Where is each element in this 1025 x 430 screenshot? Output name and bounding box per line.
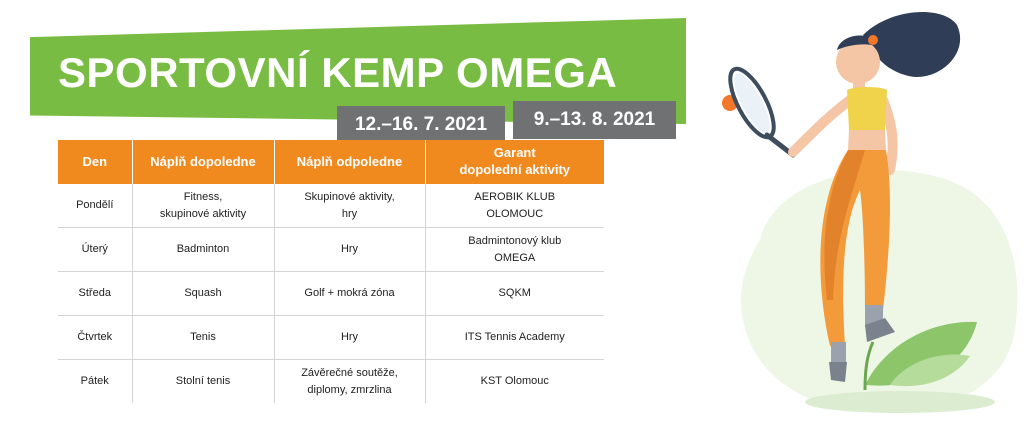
table-row bbox=[58, 272, 604, 316]
table-header-row bbox=[58, 140, 604, 184]
tennis-player-illustration bbox=[715, 0, 1025, 430]
schedule-table bbox=[58, 140, 604, 403]
table-row bbox=[58, 316, 604, 360]
date-badge-july: 12.–16. 7. 2021 bbox=[337, 106, 505, 144]
cell-afternoon: Skupinové aktivity, hry bbox=[274, 184, 425, 228]
cell-day: Pátek bbox=[58, 360, 132, 404]
page-title: SPORTOVNÍ KEMP OMEGA bbox=[58, 49, 618, 96]
cell-guarantor: Badmintonový klub OMEGA bbox=[425, 228, 604, 272]
cell-guarantor: SQKM bbox=[425, 272, 604, 316]
cell-guarantor: AEROBIK KLUB OLOMOUC bbox=[425, 184, 604, 228]
cell-morning: Badminton bbox=[132, 228, 274, 272]
cell-morning: Stolní tenis bbox=[132, 360, 274, 404]
cell-afternoon: Hry bbox=[274, 228, 425, 272]
cell-morning: Squash bbox=[132, 272, 274, 316]
cell-day: Úterý bbox=[58, 228, 132, 272]
cell-guarantor: KST Olomouc bbox=[480, 375, 549, 388]
column-header-guarantor: Garant dopolední aktivity bbox=[425, 140, 604, 184]
table-row bbox=[58, 228, 604, 272]
cell-afternoon: Závěrečné soutěže, diplomy, zmrzlina bbox=[274, 360, 425, 404]
cell-guarantor: ITS Tennis Academy bbox=[425, 316, 604, 360]
table-row bbox=[58, 184, 604, 228]
date-badge-august: 9.–13. 8. 2021 bbox=[513, 101, 676, 139]
cell-day: Pondělí bbox=[58, 184, 132, 228]
cell-afternoon: Golf + mokrá zóna bbox=[274, 272, 425, 316]
column-header-afternoon: Náplň odpoledne bbox=[274, 140, 425, 184]
cell-morning: Tenis bbox=[132, 316, 274, 360]
cell-morning: Fitness, skupinové aktivity bbox=[132, 184, 274, 228]
cell-afternoon: Hry bbox=[274, 316, 425, 360]
column-header-day: Den bbox=[58, 140, 132, 184]
left-arm bbox=[793, 100, 850, 152]
top-shirt bbox=[847, 87, 887, 130]
table-row bbox=[58, 360, 604, 404]
cell-day: Středa bbox=[58, 272, 132, 316]
ground-shadow bbox=[805, 391, 995, 413]
column-header-morning: Náplň dopoledne bbox=[132, 140, 274, 184]
cell-day: Čtvrtek bbox=[58, 316, 132, 360]
